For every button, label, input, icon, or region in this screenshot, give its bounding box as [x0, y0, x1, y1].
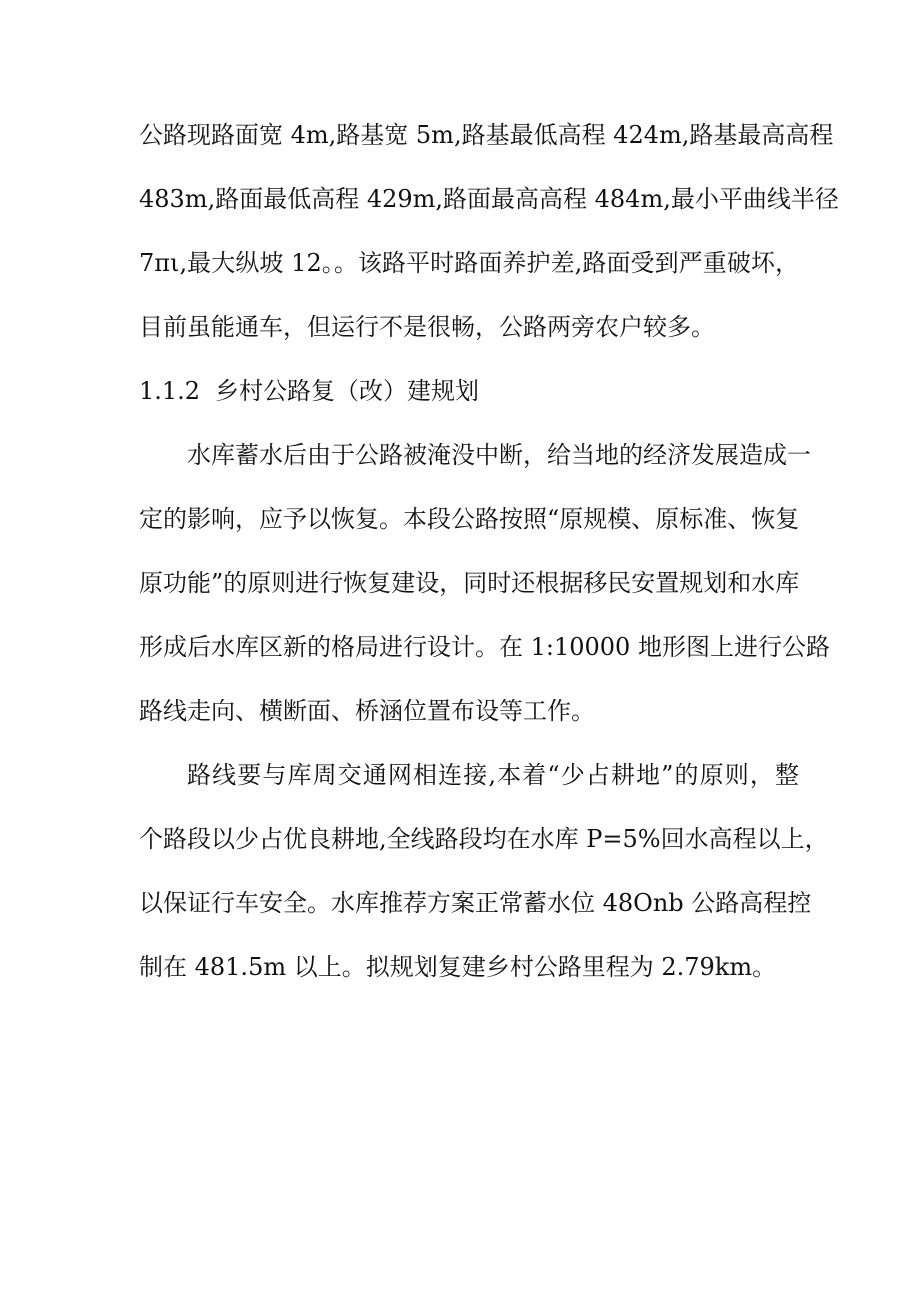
- text-line: 目前虽能通车，但运行不是很畅，公路两旁农户较多。: [139, 313, 715, 341]
- text-line: 483m,路面最低高程 429m,路面最高高程 484m,最小平曲线半径: [139, 185, 839, 213]
- text-line: 以保证行车安全。水库推荐方案正常蓄水位 48Onb 公路高程控: [139, 889, 812, 917]
- text-line: 路线走向、横断面、桥涵位置布设等工作。: [139, 697, 595, 725]
- section-heading: [139, 376, 479, 406]
- text-line: 7πι,最大纵坡 12。。该路平时路面养护差,路面受到严重破坏，: [139, 249, 799, 277]
- text-line: 公路现路面宽 4m,路基宽 5m,路基最低高程 424m,路基最高高程: [139, 121, 834, 149]
- text-line: 制在 481.5m 以上。拟规划复建乡村公路里程为 2.79km。: [139, 953, 777, 981]
- text-line: 路线要与库周交通网相连接,本着“少占耕地”的原则，整: [187, 761, 799, 789]
- text-line: 个路段以少占优良耕地,全线路段均在水库 P=5%回水高程以上，: [139, 825, 829, 853]
- text-line: 形成后水库区新的格局进行设计。在 1:10000 地形图上进行公路: [139, 633, 830, 661]
- section-title: 乡村公路复（改）建规划: [215, 377, 479, 405]
- text-line: 原功能”的原则进行恢复建设，同时还根据移民安置规划和水库: [139, 569, 800, 597]
- text-line: 水库蓄水后由于公路被淹没中断，给当地的经济发展造成一: [187, 441, 811, 469]
- text-line: 定的影响，应予以恢复。本段公路按照“原规模、原标准、恢复: [139, 505, 800, 533]
- section-number: 1.1.2: [139, 377, 201, 405]
